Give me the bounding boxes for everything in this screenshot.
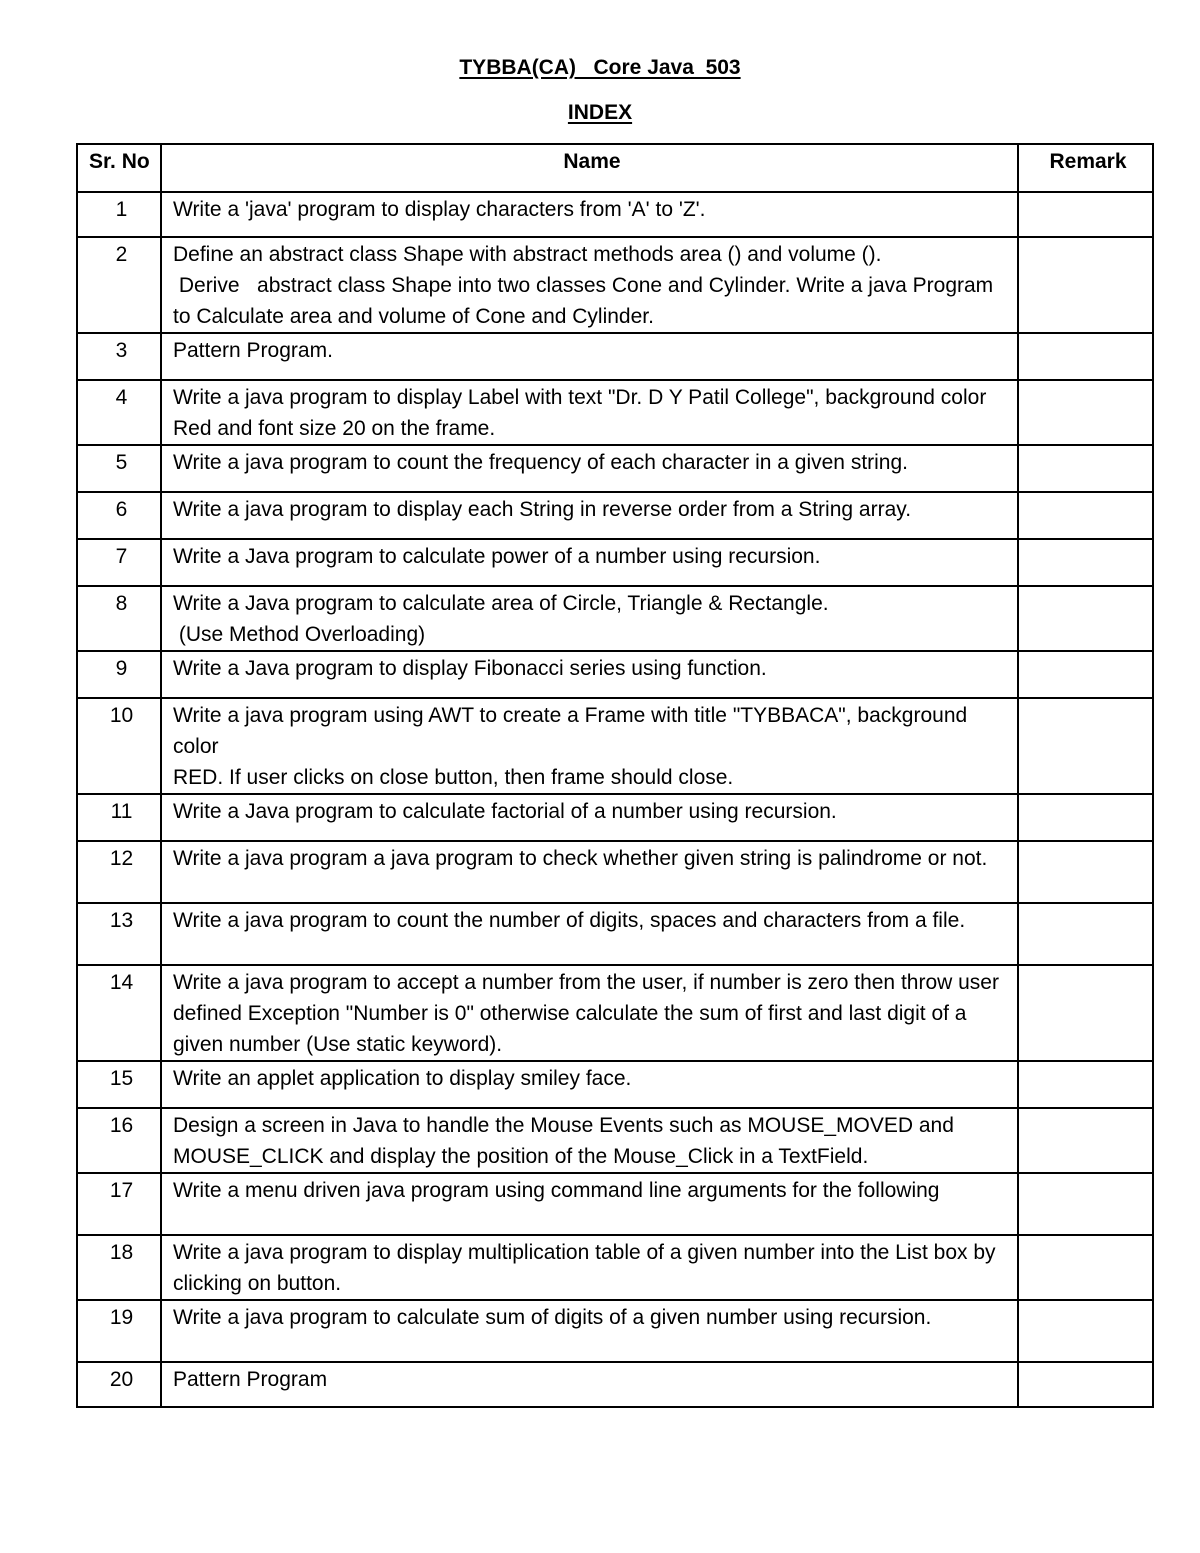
table-row bbox=[77, 651, 1153, 698]
row-sr-no: 19 bbox=[77, 1300, 161, 1362]
row-remark bbox=[1018, 698, 1153, 794]
document-title: TYBBA(CA) Core Java 503 bbox=[459, 56, 741, 79]
row-sr-no: 3 bbox=[77, 333, 161, 380]
row-sr-no: 17 bbox=[77, 1173, 161, 1235]
row-remark bbox=[1018, 333, 1153, 380]
row-sr-no: 15 bbox=[77, 1061, 161, 1108]
row-sr-no: 20 bbox=[77, 1362, 161, 1407]
row-sr-no: 4 bbox=[77, 380, 161, 445]
row-sr-no: 10 bbox=[77, 698, 161, 794]
row-sr-no: 13 bbox=[77, 903, 161, 965]
row-sr-no: 7 bbox=[77, 539, 161, 586]
table-row bbox=[77, 965, 1153, 1061]
table-row bbox=[77, 841, 1153, 903]
row-program-name: Write a 'java' program to display characters from 'A' to 'Z'. bbox=[161, 192, 1018, 237]
row-program-name: Write a Java program to calculate power of a number using recursion. bbox=[161, 539, 1018, 586]
table-header-row bbox=[77, 144, 1153, 192]
table-row bbox=[77, 1173, 1153, 1235]
table-row bbox=[77, 539, 1153, 586]
row-remark bbox=[1018, 1173, 1153, 1235]
row-remark bbox=[1018, 192, 1153, 237]
row-program-name: Write a java program to display Label with text "Dr. D Y Patil College", background color Red and font size 20 on the frame. bbox=[161, 380, 1018, 445]
table-row bbox=[77, 1108, 1153, 1173]
column-header-name: Name bbox=[161, 144, 1018, 192]
table-row bbox=[77, 1235, 1153, 1300]
row-program-name: Write a java program to accept a number from the user, if number is zero then throw user defined Exception "Number is 0" otherwise calculate the sum of first and last digit of a given number (Use static keyword). bbox=[161, 965, 1018, 1061]
table-row bbox=[77, 333, 1153, 380]
row-program-name: Write a Java program to display Fibonacci series using function. bbox=[161, 651, 1018, 698]
table-row bbox=[77, 445, 1153, 492]
table-row bbox=[77, 492, 1153, 539]
row-program-name: Write an applet application to display smiley face. bbox=[161, 1061, 1018, 1108]
row-sr-no: 14 bbox=[77, 965, 161, 1061]
row-remark bbox=[1018, 965, 1153, 1061]
table-row bbox=[77, 903, 1153, 965]
row-remark bbox=[1018, 1061, 1153, 1108]
row-sr-no: 8 bbox=[77, 586, 161, 651]
row-remark bbox=[1018, 1362, 1153, 1407]
table-row bbox=[77, 1300, 1153, 1362]
row-sr-no: 6 bbox=[77, 492, 161, 539]
row-program-name: Design a screen in Java to handle the Mouse Events such as MOUSE_MOVED and MOUSE_CLICK and display the position of the Mouse_Click in a TextField. bbox=[161, 1108, 1018, 1173]
table-row bbox=[77, 237, 1153, 333]
row-program-name: Write a java program using AWT to create a Frame with title "TYBBACA", background color RED. If user clicks on close button, then frame should close. bbox=[161, 698, 1018, 794]
row-sr-no: 18 bbox=[77, 1235, 161, 1300]
row-remark bbox=[1018, 794, 1153, 841]
table-row bbox=[77, 1362, 1153, 1407]
row-program-name: Write a Java program to calculate area of Circle, Triangle & Rectangle. (Use Method Overloading) bbox=[161, 586, 1018, 651]
row-sr-no: 12 bbox=[77, 841, 161, 903]
row-remark bbox=[1018, 903, 1153, 965]
table-row bbox=[77, 586, 1153, 651]
row-sr-no: 11 bbox=[77, 794, 161, 841]
row-remark bbox=[1018, 492, 1153, 539]
row-remark bbox=[1018, 445, 1153, 492]
row-sr-no: 5 bbox=[77, 445, 161, 492]
row-program-name: Write a Java program to calculate factorial of a number using recursion. bbox=[161, 794, 1018, 841]
row-remark bbox=[1018, 586, 1153, 651]
row-program-name: Write a java program to count the frequency of each character in a given string. bbox=[161, 445, 1018, 492]
row-remark bbox=[1018, 1108, 1153, 1173]
column-header-sr-no: Sr. No bbox=[77, 144, 161, 192]
row-program-name: Write a java program to calculate sum of digits of a given number using recursion. bbox=[161, 1300, 1018, 1362]
row-remark bbox=[1018, 237, 1153, 333]
table-row bbox=[77, 380, 1153, 445]
row-program-name: Pattern Program bbox=[161, 1362, 1018, 1407]
row-sr-no: 1 bbox=[77, 192, 161, 237]
row-remark bbox=[1018, 380, 1153, 445]
row-program-name: Write a java program to display each String in reverse order from a String array. bbox=[161, 492, 1018, 539]
row-remark bbox=[1018, 841, 1153, 903]
row-remark bbox=[1018, 1300, 1153, 1362]
row-program-name: Define an abstract class Shape with abstract methods area () and volume (). Derive abstract class Shape into two classes Cone and Cylinder. Write a java Program to Calculate area and volume of Cone and Cylinder. bbox=[161, 237, 1018, 333]
table-row bbox=[77, 1061, 1153, 1108]
row-program-name: Write a java program to display multiplication table of a given number into the List box by clicking on button. bbox=[161, 1235, 1018, 1300]
row-program-name: Write a java program a java program to check whether given string is palindrome or not. bbox=[161, 841, 1018, 903]
row-sr-no: 2 bbox=[77, 237, 161, 333]
row-program-name: Pattern Program. bbox=[161, 333, 1018, 380]
row-sr-no: 16 bbox=[77, 1108, 161, 1173]
index-table bbox=[76, 143, 1154, 1408]
row-program-name: Write a menu driven java program using command line arguments for the following bbox=[161, 1173, 1018, 1235]
row-remark bbox=[1018, 651, 1153, 698]
index-heading: INDEX bbox=[567, 101, 633, 124]
row-program-name: Write a java program to count the number of digits, spaces and characters from a file. bbox=[161, 903, 1018, 965]
table-row bbox=[77, 698, 1153, 794]
table-row bbox=[77, 794, 1153, 841]
table-row bbox=[77, 192, 1153, 237]
row-remark bbox=[1018, 539, 1153, 586]
column-header-remark: Remark bbox=[1018, 144, 1153, 192]
row-sr-no: 9 bbox=[77, 651, 161, 698]
row-remark bbox=[1018, 1235, 1153, 1300]
